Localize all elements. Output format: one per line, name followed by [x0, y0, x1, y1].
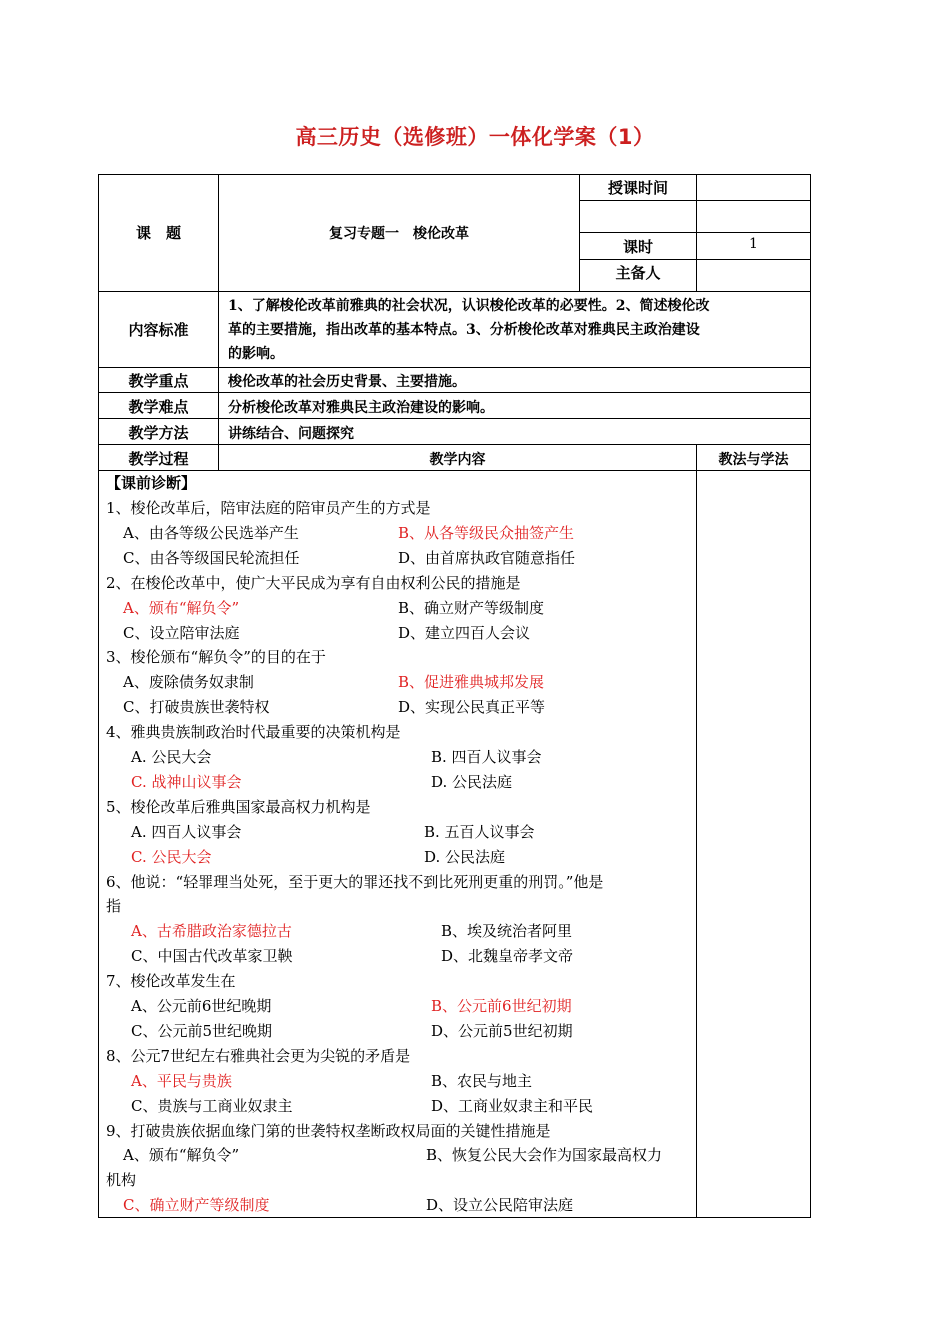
option: A、废除债务奴隶制	[123, 673, 254, 692]
option: B、确立财产等级制度	[398, 598, 545, 617]
option: D、公元前5世纪初期	[431, 1021, 573, 1040]
key-points-value: 梭伦改革的社会历史背景、主要措施。	[228, 374, 466, 390]
option: C、设立陪审法庭	[123, 623, 240, 642]
question-stem: 9、打破贵族依据血缘门第的世袭特权垄断政权局面的关键性措施是	[106, 1121, 551, 1140]
option: A、公元前6世纪晚期	[131, 997, 272, 1015]
question-stem: 指	[106, 897, 122, 916]
method-value: 讲练结合、问题探究	[228, 426, 354, 442]
section-heading: 【课前诊断】	[106, 474, 197, 492]
question-stem: 1、梭伦改革后，陪审法庭的陪审员产生的方式是	[106, 499, 431, 517]
option: B、促进雅典城邦发展	[398, 673, 545, 692]
time-label: 授课时间	[607, 179, 668, 197]
question-stem: 5、梭伦改革后雅典国家最高权力机构是	[106, 797, 371, 816]
standards-label: 内容标准	[128, 321, 189, 339]
key-points-label: 教学重点	[128, 372, 189, 390]
standards-line: 1、了解梭伦改革前雅典的社会状况，认识梭伦改革的必要性。2、简述梭伦改	[228, 298, 710, 314]
option: D、设立公民陪审法庭	[426, 1196, 574, 1215]
option: D、工商业奴隶主和平民	[431, 1096, 594, 1115]
difficulties-value: 分析梭伦改革对雅典民主政治建设的影响。	[228, 400, 494, 416]
option: A. 公民大会	[131, 748, 212, 766]
preparer-label: 主备人	[615, 264, 661, 282]
option: B、恢复公民大会作为国家最高权力	[426, 1146, 663, 1165]
topic-label: 课 题	[135, 224, 181, 242]
hours-value: 1	[749, 236, 758, 252]
option: D. 公民法庭	[431, 772, 513, 791]
option: B. 四百人议事会	[431, 748, 542, 766]
option: D、由首席执政官随意指任	[398, 548, 576, 567]
option: B、公元前6世纪初期	[431, 997, 572, 1015]
hours-label: 课时	[622, 238, 653, 256]
option: D、北魏皇帝孝文帝	[441, 947, 574, 966]
question-stem: 8、公元7世纪左右雅典社会更为尖锐的矛盾是	[106, 1046, 411, 1065]
option: B. 五百人议事会	[424, 822, 535, 841]
option: C、中国古代改革家卫鞅	[131, 947, 293, 966]
option: D. 公民法庭	[424, 847, 506, 866]
option: A、颁布“解负令”	[123, 598, 240, 617]
difficulties-label: 教学难点	[128, 398, 189, 416]
topic-value: 复习专题一 梭伦改革	[329, 226, 469, 242]
question-stem: 4、雅典贵族制政治时代最重要的决策机构是	[106, 723, 401, 742]
option: C、贵族与工商业奴隶主	[131, 1096, 293, 1115]
option: A、古希腊政治家德拉古	[131, 922, 292, 941]
option: C. 公民大会	[131, 847, 212, 866]
question-stem: 7、梭伦改革发生在	[106, 972, 236, 991]
content-header: 教学内容	[429, 452, 486, 468]
page-title: 高三历史（选修班）一体化学案（1）	[295, 125, 655, 149]
option: D、实现公民真正平等	[398, 698, 546, 717]
question-stem: 3、梭伦颁布“解负令”的目的在于	[106, 648, 326, 667]
standards-text	[228, 294, 808, 366]
option: A、平民与贵族	[131, 1071, 232, 1090]
option: C、由各等级国民轮流担任	[123, 548, 300, 567]
question-stem: 6、他说：“轻罪理当处死，至于更大的罪还找不到比死刑更重的刑罚。”他是	[106, 872, 604, 891]
question-stem: 2、在梭伦改革中，使广大平民成为享有自由权利公民的措施是	[106, 573, 521, 592]
option: B、从各等级民众抽签产生	[398, 523, 575, 542]
option: A. 四百人议事会	[131, 822, 242, 841]
option: B、农民与地主	[431, 1071, 533, 1090]
option: C、打破贵族世袭特权	[123, 698, 270, 717]
option: B、埃及统治者阿里	[441, 922, 573, 941]
notes-header: 教法与学法	[718, 452, 789, 468]
option: D、建立四百人会议	[398, 623, 531, 642]
method-label: 教学方法	[128, 424, 189, 442]
process-label: 教学过程	[128, 450, 189, 468]
standards-line: 的影响。	[228, 346, 284, 362]
option: C、公元前5世纪晚期	[131, 1021, 273, 1040]
option: 机构	[106, 1171, 137, 1190]
option: A、颁布“解负令”	[123, 1146, 240, 1165]
standards-line: 革的主要措施，指出改革的基本特点。3、分析梭伦改革对雅典民主政治建设	[228, 322, 700, 338]
option: C、确立财产等级制度	[123, 1196, 270, 1215]
option: A、由各等级公民选举产生	[123, 523, 299, 542]
option: C. 战神山议事会	[131, 772, 242, 791]
